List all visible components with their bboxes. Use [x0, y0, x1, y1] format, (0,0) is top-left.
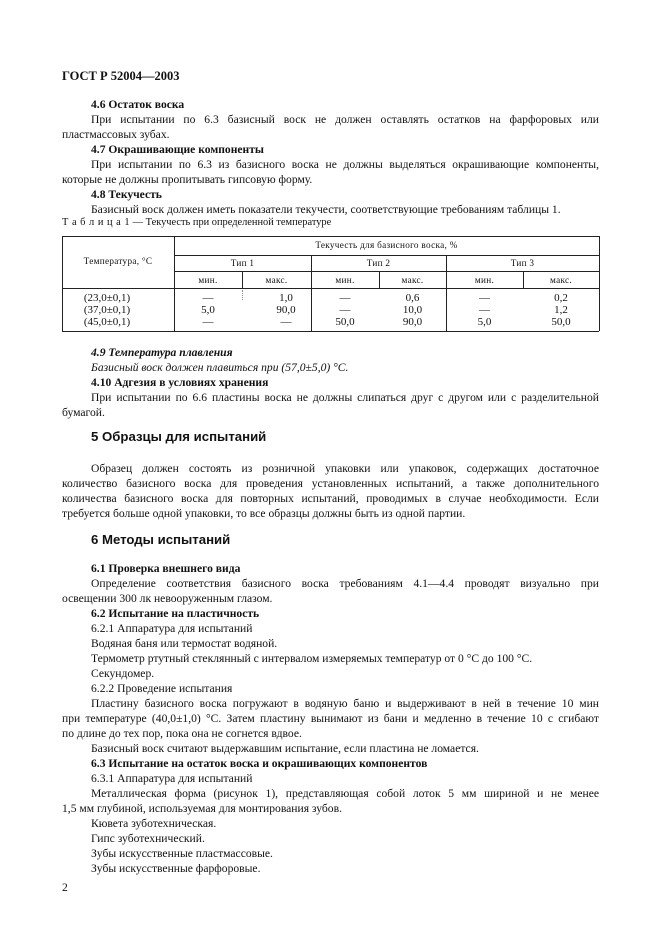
- section-4-9-title: 4.9 Температура плавления: [91, 346, 233, 359]
- section-6-2-1-item-a: Водяная баня или термостат водяной.: [91, 637, 278, 650]
- section-6-3-1-item-a: Кювета зуботехническая.: [91, 817, 217, 830]
- cell-t1-min-r1: —: [202, 292, 214, 304]
- section-6-2-1-title: 6.2.1 Аппаратура для испытаний: [91, 622, 253, 635]
- section-6-3-1-line1: Металлическая форма (рисунок 1), представляющая собой лоток 5 мм шириной и не менее: [91, 787, 599, 800]
- section-6-3-1-item-c: Зубы искусственные пластмассовые.: [91, 847, 273, 860]
- section-4-10-title: 4.10 Адгезия в условиях хранения: [91, 376, 269, 389]
- cell-t2-min-r3: 50,0: [335, 316, 355, 328]
- header-type-2: Тип 2: [366, 258, 391, 268]
- cell-t2-min-r2: —: [339, 304, 351, 316]
- temp-row-2: (37,0±0,1): [83, 304, 131, 316]
- section-4-8-line1: Базисный воск должен иметь показатели текучести, соответствующие требованиям таблицы 1.: [91, 203, 561, 216]
- document-header: ГОСТ Р 52004—2003: [62, 69, 180, 83]
- section-4-6-line2: пластмассовых зубах.: [62, 128, 170, 141]
- cell-t2-max-r1: 0,6: [405, 292, 420, 304]
- page-number: 2: [62, 881, 68, 894]
- header-max-2: макс.: [401, 275, 424, 285]
- section-6-3-1-item-b: Гипс зуботехнический.: [91, 832, 205, 845]
- cell-t1-max-r2: 90,0: [276, 304, 296, 316]
- section-5-title: 5 Образцы для испытаний: [91, 429, 267, 444]
- temp-row-1: (23,0±0,1): [83, 292, 131, 304]
- section-6-2-2-line1: Пластину базисного воска погружают в водяную баню и выдерживают в ней в течение 10 мин: [91, 697, 599, 710]
- section-6-2-1-item-c: Секундомер.: [91, 667, 155, 680]
- table-caption-text: — Текучесть при определенной температуре: [130, 217, 332, 228]
- section-5-line3: количества базисного воска для повторных испытаний, проводимых в случае необходимости. Если: [62, 492, 599, 505]
- section-6-1-title: 6.1 Проверка внешнего вида: [91, 562, 241, 575]
- cell-t3-max-r2: 1,2: [554, 304, 568, 316]
- section-6-title: 6 Методы испытаний: [91, 532, 231, 547]
- cell-t1-min-r3: —: [202, 316, 214, 328]
- section-6-2-1-item-b: Термометр ртутный стеклянный с интервалом измеряемых температур от 0 °С до 100 °С.: [91, 652, 533, 665]
- cell-t2-max-r2: 10,0: [402, 304, 423, 316]
- cell-t3-max-r1: 0,2: [554, 292, 568, 304]
- section-6-3-1-line2: 1,5 мм глубиной, используемая для монтирования зубов.: [62, 802, 342, 815]
- temp-row-3: (45,0±0,1): [83, 316, 131, 328]
- table-caption-label: Т а б л и ц а 1: [62, 217, 131, 228]
- section-6-3-1-title: 6.3.1 Аппаратура для испытаний: [91, 772, 253, 785]
- section-6-2-2-line3: по длине до тех пор, пока она не согнется вдвое.: [62, 727, 302, 740]
- header-flow: Текучесть для базисного воска, %: [315, 240, 458, 250]
- header-min-3: мин.: [474, 275, 495, 285]
- section-4-6-line1: При испытании по 6.3 базисный воск не должен оставлять остатков на фарфоровых или: [91, 113, 599, 126]
- cell-t1-min-r2: 5,0: [201, 304, 215, 316]
- flow-table: [62, 236, 599, 332]
- cell-t2-max-r3: 90,0: [402, 316, 423, 328]
- cell-t3-min-r1: —: [479, 292, 490, 304]
- header-min-2: мин.: [335, 275, 355, 285]
- header-type-3: Тип 3: [510, 258, 535, 268]
- section-5-line4: требуется больше одной упаковки, то все образцы должны быть из одной партии.: [62, 507, 466, 520]
- table-caption: [62, 217, 331, 228]
- section-4-10-line2: бумагой.: [62, 406, 105, 419]
- cell-t3-min-r3: 5,0: [477, 316, 492, 328]
- section-6-3-title: 6.3 Испытание на остаток воска и окрашивающих компонентов: [91, 757, 428, 770]
- cell-t3-min-r2: —: [479, 304, 490, 316]
- section-4-9-line1: Базисный воск должен плавиться при (57,0±5,0) °С.: [91, 361, 349, 374]
- cell-t1-max-r3: —: [280, 316, 292, 328]
- section-6-2-2-line4: Базисный воск считают выдержавшим испытание, если пластина не ломается.: [91, 742, 479, 755]
- cell-t1-max-r1: 1,0: [279, 292, 293, 304]
- section-4-10-line1: При испытании по 6.6 пластины воска не должны слипаться друг с другом или с разделительной: [91, 391, 599, 404]
- section-6-2-2-line2: при температуре (40,0±1,0) °С. Затем пластину вынимают из бани и медленно в течение 10 с сгибают: [62, 712, 599, 725]
- section-4-7-line2: которые не должны пропитывать гипсовую форму.: [62, 173, 313, 186]
- section-5-line1: Образец должен состоять из розничной упаковки или упаковок, содержащих достаточное: [91, 462, 599, 475]
- header-temperature: Температура, °С: [83, 256, 153, 266]
- section-4-7-title: 4.7 Окрашивающие компоненты: [91, 143, 264, 156]
- section-5-line2: количество базисного воска для проведения установленных испытаний, а также дополнительного: [62, 477, 599, 490]
- header-type-1: Тип 1: [230, 258, 255, 268]
- section-4-6-title: 4.6 Остаток воска: [91, 98, 185, 111]
- section-4-8-title: 4.8 Текучесть: [91, 188, 162, 201]
- section-6-1-line2: освещении 300 лк невооруженным глазом.: [62, 592, 273, 605]
- section-4-7-line1: При испытании по 6.3 из базисного воска не должны выделяться окрашивающие компоненты,: [91, 158, 599, 171]
- header-max-1: макс.: [265, 275, 288, 285]
- cell-t2-min-r1: —: [339, 292, 351, 304]
- section-6-1-line1: Определение соответствия базисного воска требованиям 4.1—4.4 проводят визуально при: [91, 577, 599, 590]
- cell-t3-max-r3: 50,0: [551, 316, 571, 328]
- header-max-3: макс.: [550, 275, 572, 285]
- section-6-3-1-item-d: Зубы искусственные фарфоровые.: [91, 862, 261, 875]
- header-min-1: мин.: [198, 275, 218, 285]
- section-6-2-2-title: 6.2.2 Проведение испытания: [91, 682, 233, 695]
- section-6-2-title: 6.2 Испытание на пластичность: [91, 607, 260, 620]
